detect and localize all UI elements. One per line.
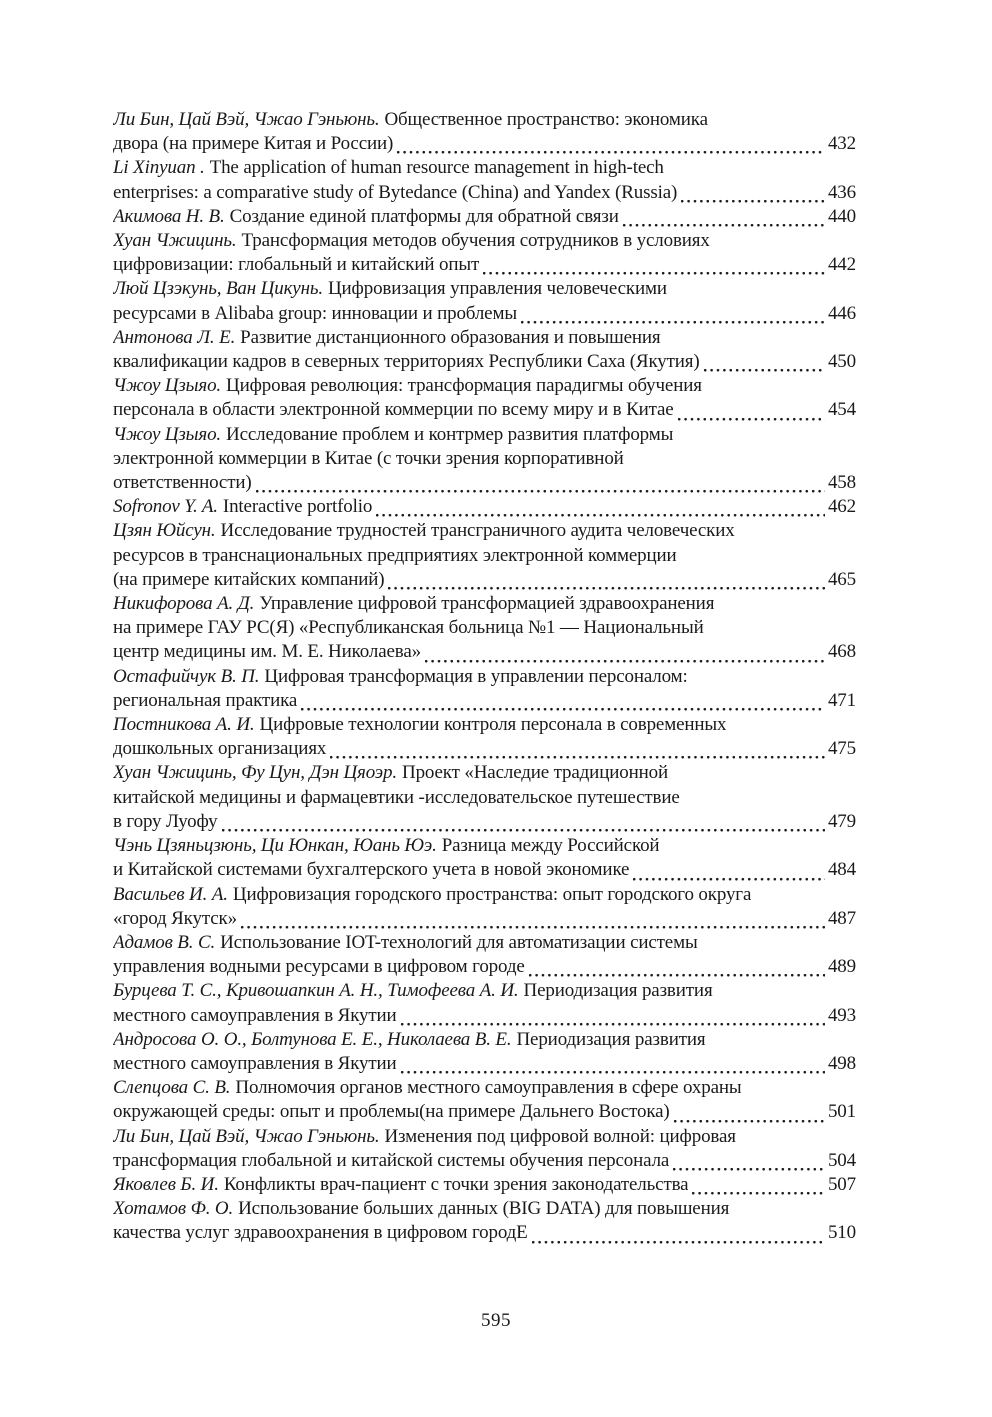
toc-entry-line [113, 350, 856, 374]
toc-entry [113, 495, 856, 519]
toc-entry-line [113, 302, 856, 326]
toc-entry-line [113, 423, 856, 447]
entry-title-text: Цифровизация управления человеческими [327, 278, 667, 300]
entry-authors: Хуан Чжицинь. [113, 230, 237, 252]
entry-title-text: квалификации кадров в северных территориях Республики Саха (Якутия) [113, 351, 700, 373]
entry-authors: Чжоу Цзыяо. [113, 375, 222, 397]
entry-page-number: 479 [827, 810, 856, 832]
toc-entry-line [113, 229, 856, 253]
entry-title-text: китайской медицины и фармацевтики -исследовательское путешествие [113, 786, 680, 808]
toc-entry-line [113, 108, 856, 132]
toc-entry [113, 1173, 856, 1197]
entry-page-number: 484 [827, 859, 856, 881]
entry-page-number: 471 [827, 689, 856, 711]
entry-title-text: enterprises: a comparative study of Bytedance (China) and Yandex (Russia) [113, 181, 678, 203]
entry-title-text: Цифровые технологии контроля персонала в современных [259, 714, 727, 736]
entry-page-number: 493 [827, 1004, 856, 1026]
entry-title-text: Interactive portfolio [222, 496, 373, 518]
entry-authors: Li Xinyuan . [113, 157, 205, 179]
entry-title-text: Цифровизация городского пространства: опыт городского округа [232, 883, 752, 905]
toc-entry [113, 156, 856, 204]
entry-title-text: Периодизация развития [523, 980, 713, 1002]
toc-entry-line [113, 205, 856, 229]
entry-title-text: центр медицины им. М. Е. Николаева» [113, 641, 421, 663]
toc-entry-line [113, 1076, 856, 1100]
entry-page-number: 468 [827, 641, 856, 663]
entry-page-number: 507 [827, 1173, 856, 1195]
toc-entry-line [113, 1100, 856, 1124]
entry-authors: Хотамов Ф. О. [113, 1198, 234, 1220]
toc-entry [113, 519, 856, 592]
dot-leader [672, 1167, 825, 1173]
toc-entry-line [113, 616, 856, 640]
entry-page-number: 440 [827, 205, 856, 227]
entry-title-text: цифровизации: глобальный и китайский опыт [113, 254, 480, 276]
entry-title-text: управления водными ресурсами в цифровом городе [113, 956, 525, 978]
entry-title-text: Использование больших данных (BIG DATA) для повышения [238, 1198, 730, 1220]
dot-leader [703, 368, 825, 374]
toc-entry [113, 326, 856, 374]
entry-title-text: ресурсов в транснациональных предприятиях электронной коммерции [113, 544, 677, 566]
toc-entry-line [113, 471, 856, 495]
entry-authors: Никифорова А. Д. [113, 593, 255, 615]
toc-entry-line [113, 979, 856, 1003]
toc-entry-line [113, 156, 856, 180]
toc-entry-line [113, 665, 856, 689]
page-footer [0, 1310, 992, 1332]
toc-entry-line [113, 1125, 856, 1149]
toc-entry-line [113, 810, 856, 834]
entry-page-number: 489 [827, 956, 856, 978]
toc-entry-line [113, 640, 856, 664]
toc-entry [113, 834, 856, 882]
toc-entry-line [113, 1052, 856, 1076]
entry-page-number: 465 [827, 568, 856, 590]
entry-title-text: в гору Луофу [113, 810, 218, 832]
toc-entry-line [113, 1197, 856, 1221]
entry-authors: Слепцова С. В. [113, 1077, 231, 1099]
toc-entry [113, 423, 856, 496]
entry-title-text: Трансформация методов обучения сотрудников в условиях [241, 230, 710, 252]
entry-title-text: The application of human resource management in high-tech [209, 157, 664, 179]
entry-title-text: Цифровая трансформация в управлении персоналом: [264, 665, 688, 687]
entry-title-text: электронной коммерции в Китае (с точки зрения корпоративной [113, 447, 624, 469]
toc-entry [113, 931, 856, 979]
table-of-contents [113, 108, 856, 1246]
entry-page-number: 436 [827, 181, 856, 203]
toc-entry-line [113, 277, 856, 301]
dot-leader [677, 417, 825, 423]
toc-entry-line [113, 1221, 856, 1245]
entry-title-text: Разница между Российской [441, 835, 660, 857]
entry-page-number: 487 [827, 907, 856, 929]
toc-entry-line [113, 447, 856, 471]
toc-entry-line [113, 737, 856, 761]
toc-entry-line [113, 519, 856, 543]
entry-title-text: (на примере китайских компаний) [113, 568, 385, 590]
toc-entry-line [113, 1028, 856, 1052]
toc-entry-line [113, 955, 856, 979]
entry-title-text: персонала в области электронной коммерции по всему миру и в Китае [113, 399, 674, 421]
toc-entry-line [113, 883, 856, 907]
entry-page-number: 462 [827, 496, 856, 518]
entry-authors: Ли Бин, Цай Вэй, Чжао Гэньюнь. [113, 1125, 380, 1147]
toc-entry [113, 761, 856, 834]
entry-page-number: 475 [827, 738, 856, 760]
entry-page-number: 442 [827, 254, 856, 276]
toc-entry-line [113, 1004, 856, 1028]
entry-page-number: 450 [827, 351, 856, 373]
entry-page-number: 432 [827, 133, 856, 155]
toc-entry [113, 374, 856, 422]
entry-page-number: 454 [827, 399, 856, 421]
toc-entry [113, 205, 856, 229]
entry-authors: Чэнь Цзяньцзюнь, Ци Юнкан, Юань Юэ. [113, 835, 437, 857]
entry-title-text: трансформация глобальной и китайской системы обучения персонала [113, 1149, 670, 1171]
entry-title-text: местного самоуправления в Якутии [113, 1052, 397, 1074]
entry-title-text: Полномочия органов местного самоуправления в сфере охраны [235, 1077, 742, 1099]
toc-entry [113, 713, 856, 761]
entry-authors: Бурцева Т. С., Кривошапкин А. Н., Тимофеева А. И. [113, 980, 519, 1002]
toc-entry-line [113, 132, 856, 156]
entry-title-text: региональная практика [113, 689, 298, 711]
entry-title-text: ответственности) [113, 472, 252, 494]
entry-page-number: 498 [827, 1052, 856, 1074]
toc-entry [113, 1125, 856, 1173]
dot-leader [531, 1240, 825, 1246]
toc-entry-line [113, 761, 856, 785]
toc-entry-line [113, 181, 856, 205]
entry-page-number: 510 [827, 1222, 856, 1244]
dot-leader [680, 199, 825, 205]
entry-title-text: Создание единой платформы для обратной связи [229, 205, 619, 227]
toc-entry-line [113, 834, 856, 858]
entry-authors: Ли Бин, Цай Вэй, Чжао Гэньюнь. [113, 109, 380, 130]
toc-entry [113, 277, 856, 325]
entry-title-text: Проект «Наследие традиционной [402, 762, 668, 784]
toc-entry [113, 883, 856, 931]
entry-authors: Постникова А. И. [113, 714, 255, 736]
toc-entry-line [113, 689, 856, 713]
entry-title-text: Исследование проблем и контрмер развития платформы [226, 423, 674, 445]
entry-authors: Антонова Л. Е. [113, 326, 236, 348]
entry-title-text: качества услуг здравоохранения в цифровом городЕ [113, 1222, 528, 1244]
entry-title-text: «город Якутск» [113, 907, 237, 929]
toc-entry-line [113, 713, 856, 737]
entry-authors: Люй Цзэкунь, Ван Цикунь. [113, 278, 323, 300]
entry-title-text: Исследование трудностей трансграничного аудита человеческих [220, 520, 735, 542]
toc-entry-line [113, 1149, 856, 1173]
entry-title-text: Конфликты врач-пациент с точки зрения законодательства [223, 1173, 689, 1195]
entry-authors: Адамов В. С. [113, 931, 216, 953]
entry-title-text: Общественное пространство: экономика [384, 109, 708, 130]
toc-entry-line [113, 786, 856, 810]
toc-entry-line [113, 568, 856, 592]
entry-title-text: окружающей среды: опыт и проблемы(на примере Дальнего Востока) [113, 1101, 670, 1123]
toc-entry-line [113, 858, 856, 882]
toc-entry [113, 1028, 856, 1076]
toc-entry-line [113, 398, 856, 422]
entry-page-number: 446 [827, 302, 856, 324]
entry-page-number: 501 [827, 1101, 856, 1123]
toc-entry-line [113, 931, 856, 955]
toc-entry-line [113, 253, 856, 277]
toc-entry-line [113, 374, 856, 398]
toc-entry [113, 108, 856, 156]
toc-entry [113, 1076, 856, 1124]
entry-authors: Яковлев Б. И. [113, 1173, 219, 1195]
entry-title-text: Цифровая революция: трансформация парадигмы обучения [226, 375, 702, 397]
entry-title-text: Управление цифровой трансформацией здравоохранения [259, 593, 715, 615]
entry-title-text: местного самоуправления в Якутии [113, 1004, 397, 1026]
toc-entry [113, 1197, 856, 1245]
entry-title-text: Изменения под цифровой волной: цифровая [384, 1125, 736, 1147]
toc-entry [113, 665, 856, 713]
toc-entry [113, 592, 856, 665]
toc-entry-line [113, 495, 856, 519]
entry-authors: Андросова О. О., Болтунова Е. Е., Николаева В. Е. [113, 1028, 512, 1050]
entry-title-text: на примере ГАУ РС(Я) «Республиканская больница №1 — Национальный [113, 617, 704, 639]
entry-title-text: Использование IOT-технологий для автоматизации системы [220, 931, 698, 953]
entry-authors: Хуан Чжицинь, Фу Цун, Дэн Цяоэр. [113, 762, 397, 784]
entry-title-text: дошкольных организациях [113, 738, 327, 760]
entry-authors: Васильев И. А. [113, 883, 228, 905]
entry-authors: Цзян Юйсун. [113, 520, 216, 542]
toc-entry-line [113, 592, 856, 616]
page-number: 595 [481, 1310, 511, 1331]
toc-entry-line [113, 544, 856, 568]
entry-authors: Акимова Н. В. [113, 205, 225, 227]
entry-authors: Sofronov Y. A. [113, 496, 218, 518]
entry-title-text: и Китайской системами бухгалтерского учета в новой экономике [113, 859, 630, 881]
toc-entry [113, 979, 856, 1027]
entry-page-number: 458 [827, 472, 856, 494]
entry-title-text: двора (на примере Китая и России) [113, 133, 394, 155]
entry-title-text: Периодизация развития [516, 1028, 706, 1050]
toc-entry [113, 229, 856, 277]
entry-page-number: 504 [827, 1149, 856, 1171]
entry-title-text: Развитие дистанционного образования и повышения [240, 326, 661, 348]
toc-entry-line [113, 907, 856, 931]
entry-authors: Чжоу Цзыяо. [113, 423, 222, 445]
entry-title-text: ресурсами в Alibaba group: инновации и проблемы [113, 302, 517, 324]
toc-entry-line [113, 1173, 856, 1197]
toc-entry-line [113, 326, 856, 350]
entry-authors: Остафийчук В. П. [113, 665, 260, 687]
